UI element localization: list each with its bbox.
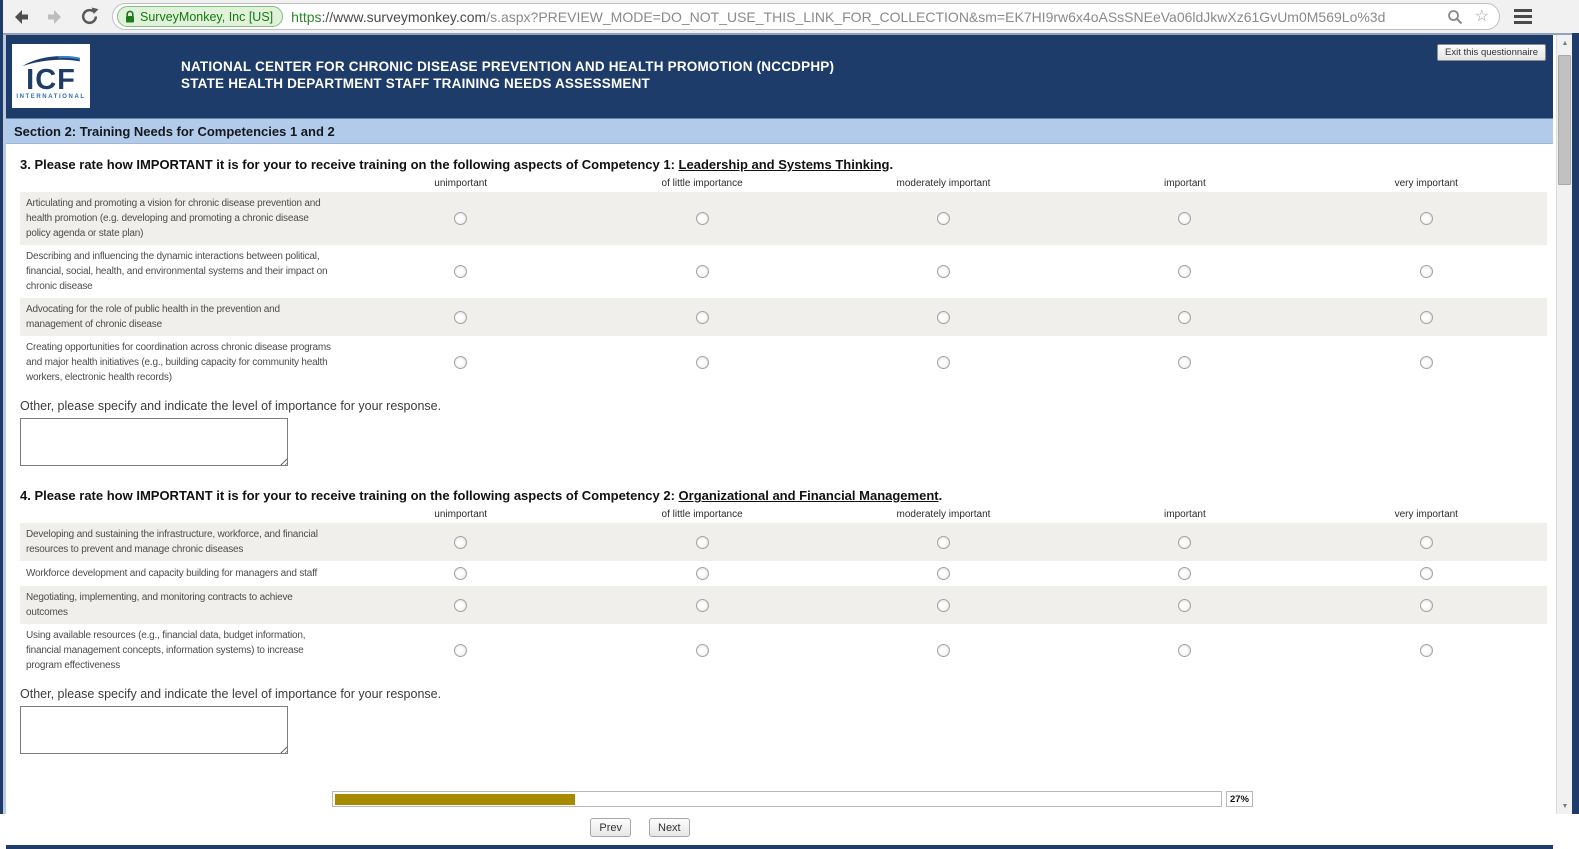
table-row	[20, 586, 1547, 624]
page-left-border	[3, 35, 6, 814]
browser-menu-icon[interactable]	[1514, 9, 1532, 24]
security-badge-label: SurveyMonkey, Inc [US]	[140, 9, 274, 24]
table-row	[20, 624, 1547, 677]
other-response-textarea[interactable]	[20, 418, 288, 466]
browser-toolbar	[0, 0, 1579, 35]
matrix-header-row	[20, 178, 1547, 192]
back-button[interactable]	[8, 4, 34, 30]
radio-button[interactable]	[454, 644, 467, 657]
search-icon[interactable]	[1447, 9, 1463, 30]
column-header: very important	[1394, 178, 1458, 189]
forward-button[interactable]	[42, 4, 68, 30]
radio-button[interactable]	[1420, 311, 1433, 324]
column-header: moderately important	[896, 178, 991, 189]
question-4-period: .	[938, 488, 943, 503]
radio-button[interactable]	[454, 212, 467, 225]
logo-text: ICF	[26, 64, 76, 96]
url-scheme: https	[291, 8, 322, 25]
matrix-header-row	[20, 509, 1547, 523]
other-textarea-wrap	[20, 706, 288, 754]
radio-button[interactable]	[696, 567, 709, 580]
row-label: Advocating for the role of public health in the prevention and management of chronic disease	[26, 304, 280, 330]
other-specify-label: Other, please specify and indicate the level of importance for your response.	[20, 687, 442, 701]
back-arrow-icon	[11, 7, 31, 27]
table-row	[20, 192, 1547, 245]
progress-percent: 27%	[1226, 791, 1253, 807]
radio-button[interactable]	[937, 265, 950, 278]
progress-fill	[335, 794, 575, 805]
table-row	[20, 245, 1547, 298]
question-3-period: .	[889, 157, 894, 172]
row-label: Describing and influencing the dynamic interactions between political, financial, social, health, and environmental systems and their impact on chronic disease	[26, 251, 328, 292]
forward-arrow-icon	[45, 7, 65, 27]
logo-subtext: INTERNATIONAL	[16, 94, 86, 100]
page-bottom-bar	[6, 845, 1553, 849]
survey-title	[181, 58, 834, 92]
question-3-intro: 3. Please rate how IMPORTANT it is for your to receive training on the following aspects of Competency 1:	[20, 157, 679, 172]
radio-button[interactable]	[937, 311, 950, 324]
row-label: Creating opportunities for coordination across chronic disease programs and major health initiatives (e.g., building capacity for community health workers, electronic health records)	[26, 342, 331, 383]
security-badge[interactable]	[117, 6, 283, 27]
row-label: Negotiating, implementing, and monitoring contracts to achieve outcomes	[26, 592, 293, 618]
radio-button[interactable]	[937, 567, 950, 580]
survey-title-line2: STATE HEALTH DEPARTMENT STAFF TRAINING NEEDS ASSESSMENT	[181, 76, 651, 91]
url-domain: ://www.surveymonkey.com	[321, 8, 487, 25]
radio-button[interactable]	[1178, 536, 1191, 549]
url-path: /s.aspx?PREVIEW_MODE=DO_NOT_USE_THIS_LINK_FOR_COLLECTION&sm=EK7HI9rw6x4oASsSNEeVa06ldJkwXz61GvUm0M569Lo%3d	[486, 8, 1386, 25]
window-frame-left	[0, 0, 3, 814]
url-text	[291, 9, 1385, 25]
survey-header	[6, 35, 1553, 118]
question-3-competency: Leadership and Systems Thinking	[678, 157, 890, 172]
radio-button[interactable]	[937, 536, 950, 549]
radio-button[interactable]	[454, 311, 467, 324]
radio-button[interactable]	[454, 356, 467, 369]
question-4-title	[20, 488, 1553, 503]
table-row	[20, 561, 1547, 586]
radio-button[interactable]	[937, 212, 950, 225]
radio-button[interactable]	[937, 356, 950, 369]
radio-button[interactable]	[696, 311, 709, 324]
section-title: Section 2: Training Needs for Competencies 1 and 2	[14, 123, 335, 139]
radio-button[interactable]	[1420, 212, 1433, 225]
radio-button[interactable]	[1420, 536, 1433, 549]
radio-button[interactable]	[1178, 644, 1191, 657]
column-header: unimportant	[434, 509, 488, 520]
radio-button[interactable]	[1420, 599, 1433, 612]
table-row	[20, 523, 1547, 561]
radio-button[interactable]	[1420, 265, 1433, 278]
column-header: important	[1164, 178, 1206, 189]
prev-button[interactable]: Prev	[590, 818, 631, 837]
radio-button[interactable]	[1178, 356, 1191, 369]
column-header: of little importance	[661, 178, 743, 189]
survey-page	[6, 35, 1553, 834]
radio-button[interactable]	[1178, 567, 1191, 580]
window-frame-right	[1572, 33, 1579, 814]
next-button[interactable]: Next	[649, 818, 690, 837]
row-label: Developing and sustaining the infrastructure, workforce, and financial resources to prevent and manage chronic diseases	[26, 529, 318, 555]
radio-button[interactable]	[937, 599, 950, 612]
lock-icon	[124, 10, 136, 24]
radio-button[interactable]	[937, 644, 950, 657]
radio-button[interactable]	[696, 536, 709, 549]
radio-button[interactable]	[1178, 599, 1191, 612]
address-bar[interactable]	[112, 3, 1500, 30]
other-specify-label: Other, please specify and indicate the level of importance for your response.	[20, 399, 442, 413]
bookmark-star-icon[interactable]: ☆	[1474, 8, 1489, 25]
radio-button[interactable]	[1420, 644, 1433, 657]
exit-questionnaire-button[interactable]: Exit this questionnaire	[1437, 44, 1546, 61]
question-4-intro: 4. Please rate how IMPORTANT it is for your to receive training on the following aspects of Competency 2:	[20, 488, 679, 503]
progress-bar	[332, 791, 1222, 807]
reload-icon	[80, 7, 99, 26]
column-header: of little importance	[661, 509, 743, 520]
row-label: Using available resources (e.g., financial data, budget information, financial management concepts, information systems) to increase program effectiveness	[26, 630, 306, 671]
nav-buttons	[20, 818, 1260, 837]
question-3-title	[20, 157, 1553, 172]
radio-button[interactable]	[696, 265, 709, 278]
radio-button[interactable]	[696, 212, 709, 225]
row-label: Articulating and promoting a vision for chronic disease prevention and health promotion (e.g. developing and promoting a chronic disease policy agenda or state plan)	[26, 198, 321, 239]
scrollbar-thumb[interactable]	[1558, 55, 1571, 185]
radio-button[interactable]	[1420, 356, 1433, 369]
column-header: important	[1164, 509, 1206, 520]
reload-button[interactable]	[76, 4, 102, 30]
other-textarea-wrap	[20, 418, 288, 466]
radio-button[interactable]	[454, 536, 467, 549]
radio-button[interactable]	[1178, 212, 1191, 225]
question-4-matrix	[20, 509, 1547, 677]
radio-button[interactable]	[1178, 311, 1191, 324]
icf-logo	[12, 44, 90, 108]
column-header: moderately important	[896, 509, 991, 520]
section-header	[6, 118, 1553, 144]
vertical-scrollbar[interactable]	[1556, 35, 1572, 814]
table-row	[20, 298, 1547, 336]
question-3-matrix	[20, 178, 1547, 389]
scroll-up-icon[interactable]: ▲	[1557, 35, 1573, 51]
other-response-textarea[interactable]	[20, 706, 288, 754]
column-header: unimportant	[434, 178, 488, 189]
table-row	[20, 336, 1547, 389]
radio-button[interactable]	[454, 265, 467, 278]
radio-button[interactable]	[1420, 567, 1433, 580]
radio-button[interactable]	[454, 599, 467, 612]
row-label: Workforce development and capacity building for managers and staff	[26, 568, 318, 579]
radio-button[interactable]	[696, 644, 709, 657]
survey-content	[6, 157, 1553, 837]
scroll-down-icon[interactable]: ▼	[1557, 798, 1573, 814]
column-header: very important	[1394, 509, 1458, 520]
radio-button[interactable]	[696, 599, 709, 612]
progress-area	[332, 791, 1553, 807]
radio-button[interactable]	[1178, 265, 1191, 278]
radio-button[interactable]	[696, 356, 709, 369]
question-4-competency: Organizational and Financial Management	[678, 488, 939, 503]
survey-title-line1: NATIONAL CENTER FOR CHRONIC DISEASE PREVENTION AND HEALTH PROMOTION (NCCDPHP)	[181, 59, 835, 74]
radio-button[interactable]	[454, 567, 467, 580]
